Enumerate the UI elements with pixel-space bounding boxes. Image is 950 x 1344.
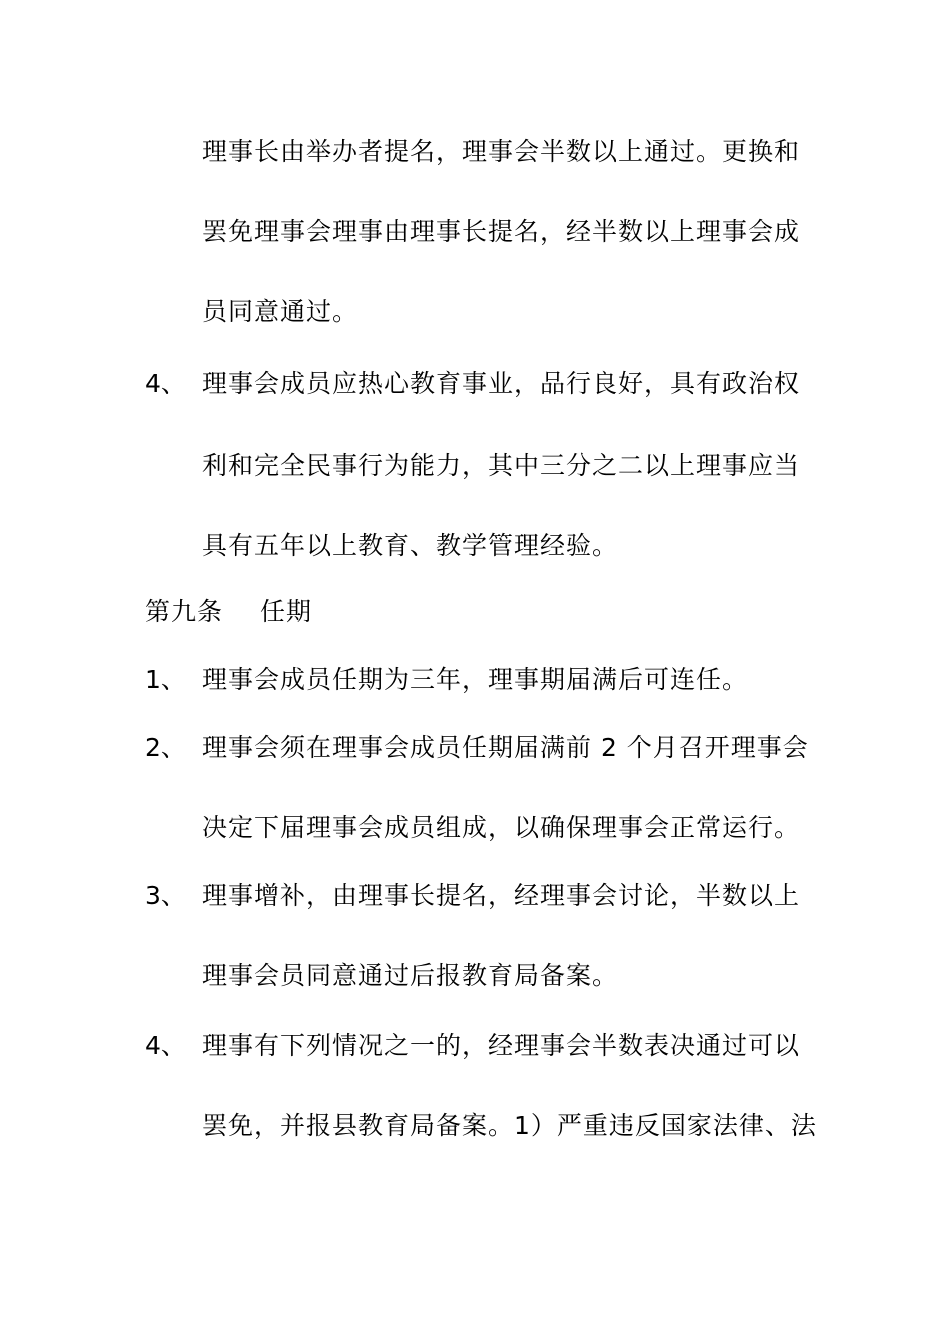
paragraph-line: 理事会员同意通过后报教育局备案。 xyxy=(202,961,619,990)
list-number: 1、 xyxy=(145,665,186,694)
article-title: 任期 xyxy=(260,597,313,626)
paragraph-line: 员同意通过。 xyxy=(202,297,359,326)
paragraph-line: 罢免，并报县教育局备案。1）严重违反国家法律、法 xyxy=(202,1111,817,1140)
paragraph-line: 理事会须在理事会成员任期届满前 2 个月召开理事会 xyxy=(202,733,809,762)
list-number: 4、 xyxy=(145,369,186,398)
list-number: 3、 xyxy=(145,881,186,910)
paragraph-line: 理事长由举办者提名，理事会半数以上通过。更换和 xyxy=(202,137,801,166)
paragraph-line: 理事增补，由理事长提名，经理事会讨论，半数以上 xyxy=(202,881,801,910)
paragraph-line: 罢免理事会理事由理事长提名，经半数以上理事会成 xyxy=(202,217,801,246)
article-label: 第九条 xyxy=(145,597,224,626)
paragraph-line: 理事有下列情况之一的，经理事会半数表决通过可以 xyxy=(202,1031,801,1060)
list-number: 4、 xyxy=(145,1031,186,1060)
paragraph-line: 决定下届理事会成员组成，以确保理事会正常运行。 xyxy=(202,813,801,842)
paragraph-line: 利和完全民事行为能力，其中三分之二以上理事应当 xyxy=(202,451,801,480)
paragraph-line: 具有五年以上教育、教学管理经验。 xyxy=(202,531,619,560)
list-number: 2、 xyxy=(145,733,186,762)
paragraph-line: 理事会成员应热心教育事业，品行良好，具有政治权 xyxy=(202,369,801,398)
paragraph-line: 理事会成员任期为三年，理事期届满后可连任。 xyxy=(202,665,749,694)
